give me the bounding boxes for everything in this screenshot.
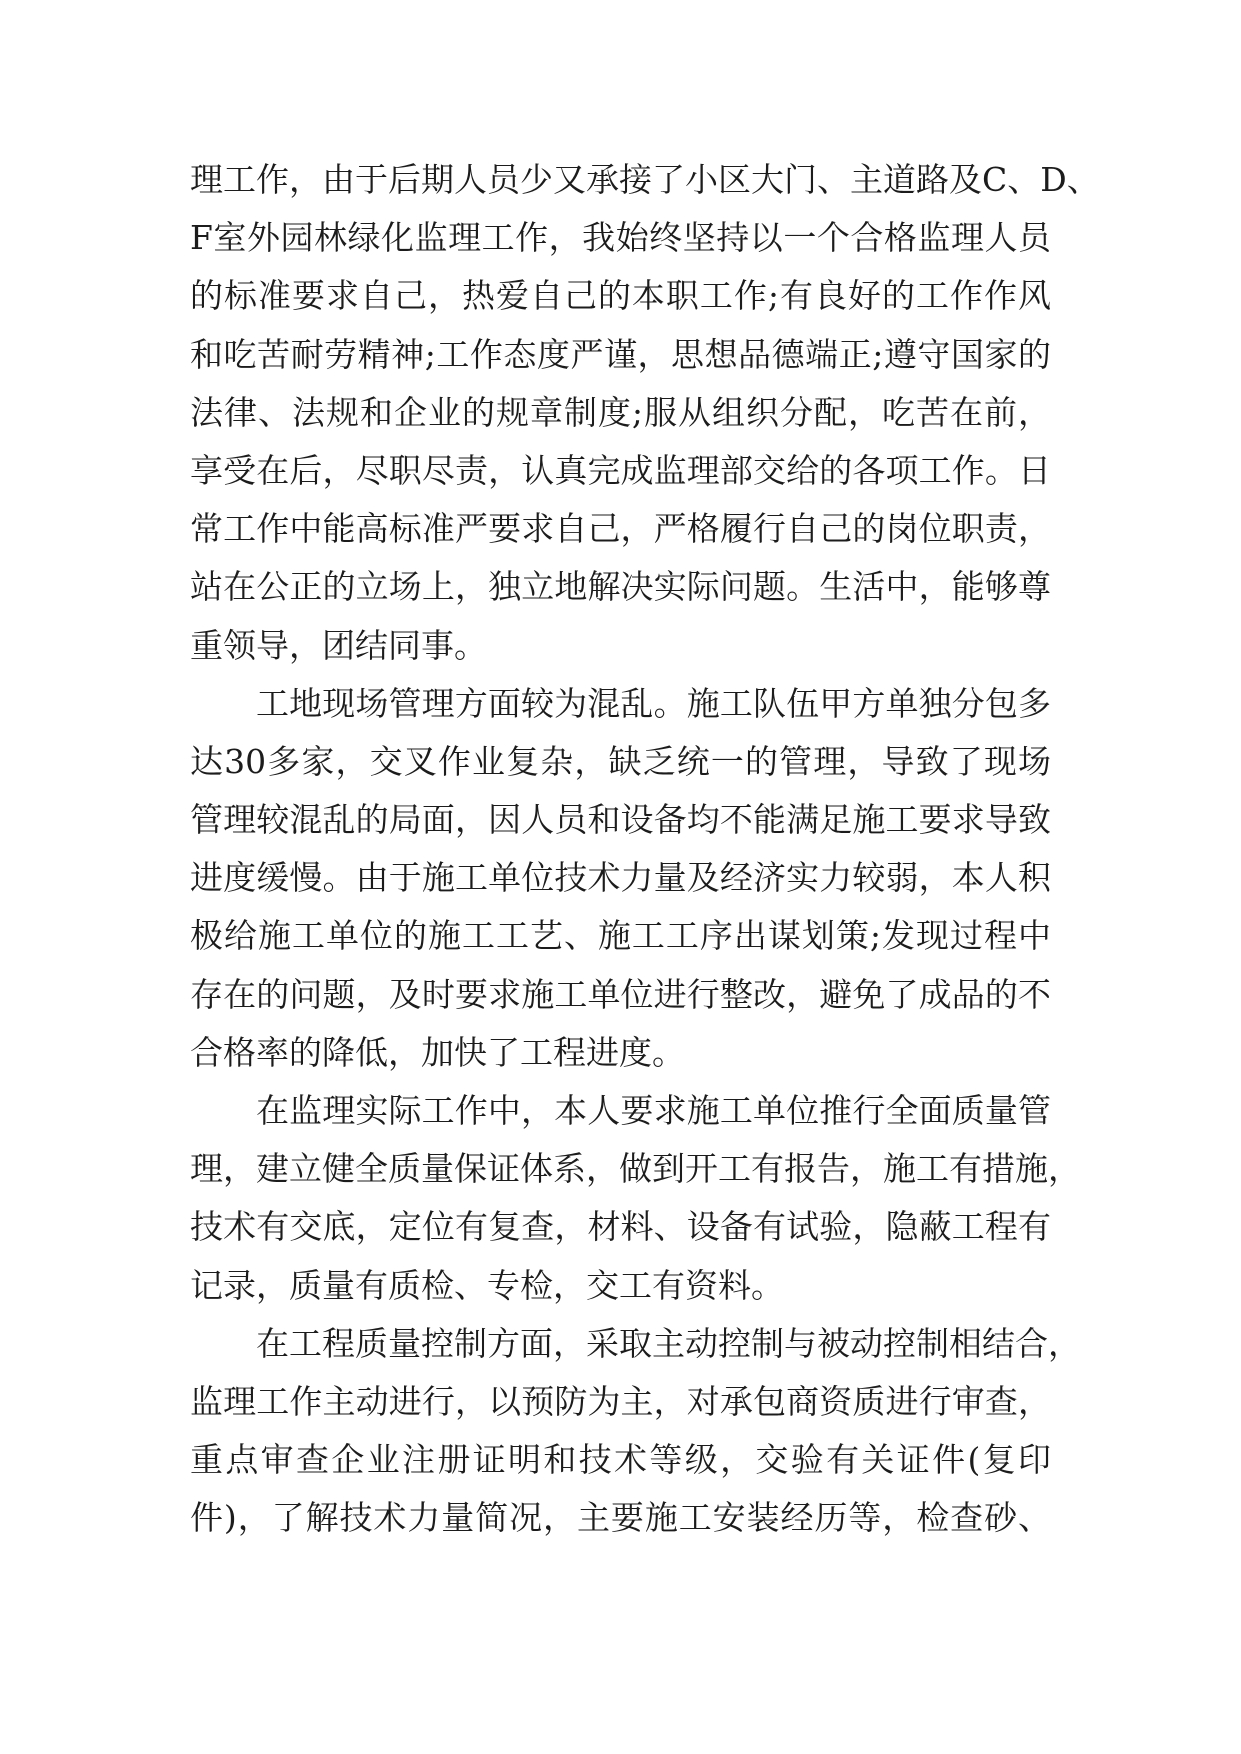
text-line: 和吃苦耐劳精神;工作态度严谨，思想品德端正;遵守国家的 [190,334,1051,374]
text-line: 享受在后，尽职尽责，认真完成监理部交给的各项工作。日 [190,450,1051,490]
text-line: 管理较混乱的局面，因人员和设备均不能满足施工要求导致 [190,800,1051,840]
paragraph-2 [190,675,1051,1082]
text-line: 常工作中能高标准严要求自己，严格履行自己的岗位职责， [190,509,1051,549]
paragraph-3 [190,1082,1081,1315]
text-line: 极给施工单位的施工工艺、施工工序出谋划策;发现过程中 [190,916,1051,956]
text-line: 件)，了解技术力量简况，主要施工安装经历等，检查砂、 [190,1498,1051,1538]
text-line: 监理工作主动进行，以预防为主，对承包商资质进行审查， [190,1381,1051,1421]
text-line: 重领导，团结同事。 [190,625,487,665]
text-line: 合格率的降低，加快了工程进度。 [190,1032,685,1072]
text-line: 站在公正的立场上，独立地解决实际问题。生活中，能够尊 [190,567,1051,607]
text-line: 理，建立健全质量保证体系，做到开工有报告，施工有措施， [190,1149,1081,1189]
text-line: 的标准要求自己，热爱自己的本职工作;有良好的工作作风 [190,276,1051,316]
text-line: 理工作，由于后期人员少又承接了小区大门、主道路及C、D、 [190,160,1100,199]
text-line: 进度缓慢。由于施工单位技术力量及经济实力较弱，本人积 [190,858,1051,898]
text-line: 记录，质量有质检、专检，交工有资料。 [190,1265,784,1305]
paragraph-1 [190,151,1100,675]
text-line: 在监理实际工作中，本人要求施工单位推行全面质量管 [256,1091,1051,1130]
document-body [190,151,1100,1548]
text-line: 技术有交底，定位有复查，材料、设备有试验，隐蔽工程有 [190,1207,1051,1247]
text-line: 重点审查企业注册证明和技术等级，交验有关证件(复印 [190,1440,1051,1480]
text-line: 法律、法规和企业的规章制度;服从组织分配，吃苦在前， [190,392,1051,432]
text-line: 工地现场管理方面较为混乱。施工队伍甲方单独分包多 [256,683,1051,723]
text-line: 存在的问题，及时要求施工单位进行整改，避免了成品的不 [190,974,1051,1014]
text-line: F室外园林绿化监理工作，我始终坚持以一个合格监理人员 [190,218,1051,258]
paragraph-4 [190,1315,1081,1548]
text-line: 达30多家，交叉作业复杂，缺乏统一的管理，导致了现场 [190,741,1051,781]
text-line: 在工程质量控制方面，采取主动控制与被动控制相结合， [256,1323,1081,1363]
